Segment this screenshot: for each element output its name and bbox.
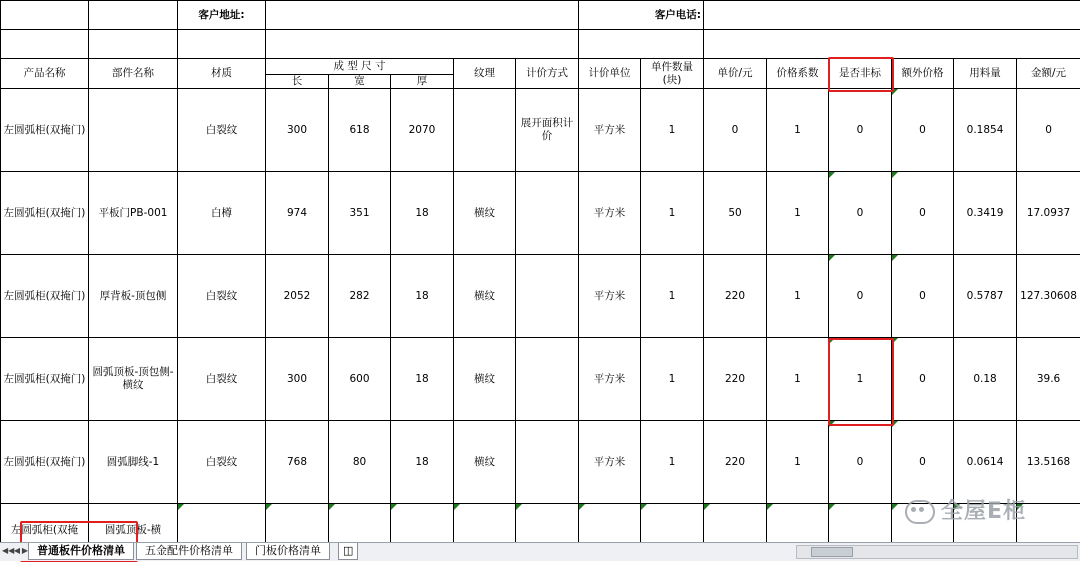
cell-usage[interactable]: 0.1854 [954,89,1017,172]
sheet-tab-door-panels[interactable]: 门板价格清单 [246,543,330,560]
cell-nonstd[interactable]: 0 [829,255,892,338]
cell-thickness[interactable]: 18 [391,338,454,421]
header-part-name[interactable]: 部件名称 [89,59,178,89]
cell-product[interactable]: 左圆弧柜(双掩 [1,504,89,543]
cell-part[interactable]: 圆弧顶板-顶包侧-横纹 [89,338,178,421]
header-unit-price[interactable]: 单价/元 [704,59,767,89]
customer-address-value[interactable] [266,1,579,30]
insert-sheet-icon[interactable]: ◫ [338,543,358,560]
sheet-tab-hardware[interactable]: 五金配件价格清单 [136,543,242,560]
cell-width[interactable] [329,504,391,543]
header-width[interactable]: 宽 [329,75,391,89]
cell-amount[interactable]: 13.5168 [1017,421,1080,504]
empty-cell[interactable] [1,30,89,59]
cell-method[interactable] [516,172,579,255]
cell-extra[interactable]: 0 [892,172,954,255]
cell-price[interactable]: 50 [704,172,767,255]
cell-length[interactable]: 300 [266,338,329,421]
cell-width[interactable]: 618 [329,89,391,172]
header-pricing-unit[interactable]: 计价单位 [579,59,641,89]
cell-texture[interactable] [454,89,516,172]
cell-unit[interactable]: 平方米 [579,172,641,255]
empty-cell[interactable] [89,1,178,30]
cell-method[interactable] [516,338,579,421]
table-row [1,338,1080,421]
cell-nonstd[interactable]: 0 [829,89,892,172]
empty-cell[interactable] [266,30,579,59]
header-size-group[interactable]: 成 型 尺 寸 [266,59,454,75]
cell-thickness[interactable]: 18 [391,421,454,504]
cell-material[interactable] [178,504,266,543]
cell-price[interactable]: 0 [704,89,767,172]
cell-nonstd[interactable] [829,504,892,543]
cell-product[interactable]: 左圆弧柜(双掩门) [1,338,89,421]
horizontal-scrollbar[interactable] [796,545,1078,559]
cell-part[interactable]: 平板门PB-001 [89,172,178,255]
sheet-tab-bar [0,542,1080,561]
cell-material[interactable]: 白裂纹 [178,255,266,338]
cell-qty[interactable]: 1 [641,89,704,172]
empty-cell[interactable] [178,30,266,59]
table-row [1,172,1080,255]
cell-coef[interactable]: 1 [767,89,829,172]
header-unit-quantity[interactable]: 单件数量(块) [641,59,704,89]
customer-phone-value[interactable] [704,1,1080,30]
cell-texture[interactable]: 横纹 [454,338,516,421]
empty-cell[interactable] [704,30,1080,59]
cell-texture[interactable]: 横纹 [454,255,516,338]
header-usage[interactable]: 用料量 [954,59,1017,89]
cell-product[interactable]: 左圆弧柜(双掩门) [1,255,89,338]
cell-unit[interactable]: 平方米 [579,338,641,421]
cell-coef[interactable] [767,504,829,543]
cell-nonstd[interactable]: 0 [829,421,892,504]
header-amount[interactable]: 金额/元 [1017,59,1080,89]
cell-width[interactable]: 80 [329,421,391,504]
cell-thickness[interactable]: 18 [391,255,454,338]
next-sheet-icon[interactable]: ▶ [20,545,30,557]
cell-product[interactable]: 左圆弧柜(双掩门) [1,172,89,255]
header-length[interactable]: 长 [266,75,329,89]
cell-coef[interactable]: 1 [767,255,829,338]
table-row [1,421,1080,504]
header-pricing-method[interactable]: 计价方式 [516,59,579,89]
cell-amount[interactable]: 127.30608 [1017,255,1080,338]
cell-length[interactable]: 974 [266,172,329,255]
cell-extra[interactable]: 0 [892,421,954,504]
scrollbar-thumb[interactable] [811,547,853,557]
cell-part[interactable]: 圆弧脚线-1 [89,421,178,504]
cell-price[interactable] [704,504,767,543]
header-price-coefficient[interactable]: 价格系数 [767,59,829,89]
customer-phone-label: 客户电话: [579,1,704,30]
cell-qty[interactable]: 1 [641,421,704,504]
cell-product[interactable]: 左圆弧柜(双掩门) [1,421,89,504]
cell-usage[interactable]: 0.5787 [954,255,1017,338]
first-sheet-icon[interactable]: ◀◀ [2,545,12,557]
cell-product[interactable]: 左圆弧柜(双掩门) [1,89,89,172]
watermark-text: 全屋E柜 [941,499,1026,524]
cell-usage[interactable]: 0.0614 [954,421,1017,504]
empty-cell[interactable] [89,30,178,59]
watermark [905,494,1026,525]
cell-extra[interactable]: 0 [892,255,954,338]
cell-material[interactable]: 白裂纹 [178,421,266,504]
cell-amount[interactable]: 17.0937 [1017,172,1080,255]
cell-usage[interactable]: 0.3419 [954,172,1017,255]
cell-texture[interactable] [454,504,516,543]
cell-qty[interactable]: 1 [641,172,704,255]
cell-method[interactable] [516,255,579,338]
cell-extra[interactable]: 0 [892,89,954,172]
cell-length[interactable]: 2052 [266,255,329,338]
cell-usage[interactable]: 0.18 [954,338,1017,421]
header-material[interactable]: 材质 [178,59,266,89]
cell-length[interactable]: 768 [266,421,329,504]
cell-qty[interactable]: 1 [641,255,704,338]
cell-part[interactable]: 厚背板-顶包侧 [89,255,178,338]
cell-unit[interactable]: 平方米 [579,255,641,338]
header-extra-price[interactable]: 额外价格 [892,59,954,89]
cell-amount[interactable] [1017,504,1080,543]
header-texture[interactable]: 纹理 [454,59,516,89]
cell-texture[interactable]: 横纹 [454,421,516,504]
cell-thickness[interactable] [391,504,454,543]
cell-length[interactable]: 300 [266,89,329,172]
empty-cell[interactable] [579,30,704,59]
cell-thickness[interactable]: 18 [391,172,454,255]
cell-method[interactable] [516,421,579,504]
cell-part[interactable]: 圆弧顶板-横 [89,504,178,543]
cell-width[interactable]: 282 [329,255,391,338]
table-row [1,255,1080,338]
customer-address-label: 客户地址: [178,1,266,30]
cell-coef[interactable]: 1 [767,338,829,421]
header-thickness[interactable]: 厚 [391,75,454,89]
cell-qty[interactable]: 1 [641,338,704,421]
cell-price[interactable]: 220 [704,421,767,504]
cell-length[interactable] [266,504,329,543]
wechat-icon [905,500,935,524]
cell-method[interactable] [516,504,579,543]
cell-unit[interactable]: 平方米 [579,421,641,504]
cell-coef[interactable]: 1 [767,172,829,255]
cell-amount[interactable]: 0 [1017,89,1080,172]
cell-material[interactable]: 白樽 [178,172,266,255]
prev-sheet-icon[interactable]: ◀ [12,545,22,557]
cell-qty[interactable] [641,504,704,543]
cell-width[interactable]: 600 [329,338,391,421]
header-is-nonstandard[interactable]: 是否非标 [829,59,892,89]
cell-coef[interactable]: 1 [767,421,829,504]
cell-method[interactable]: 展开面积计价 [516,89,579,172]
cell-nonstd[interactable]: 1 [829,338,892,421]
cell-texture[interactable]: 横纹 [454,172,516,255]
cell-thickness[interactable]: 2070 [391,89,454,172]
empty-cell[interactable] [1,1,89,30]
cell-width[interactable]: 351 [329,172,391,255]
cell-nonstd[interactable]: 0 [829,172,892,255]
cell-part[interactable] [89,89,178,172]
cell-extra[interactable]: 0 [892,338,954,421]
cell-amount[interactable]: 39.6 [1017,338,1080,421]
cell-unit[interactable]: 平方米 [579,89,641,172]
header-product-name[interactable]: 产品名称 [1,59,89,89]
cell-material[interactable]: 白裂纹 [178,338,266,421]
sheet-tab-regular-panels[interactable]: 普通板件价格清单 [28,543,134,560]
cell-material[interactable]: 白裂纹 [178,89,266,172]
table-row [1,89,1080,172]
cell-price[interactable]: 220 [704,255,767,338]
cell-unit[interactable] [579,504,641,543]
cell-price[interactable]: 220 [704,338,767,421]
